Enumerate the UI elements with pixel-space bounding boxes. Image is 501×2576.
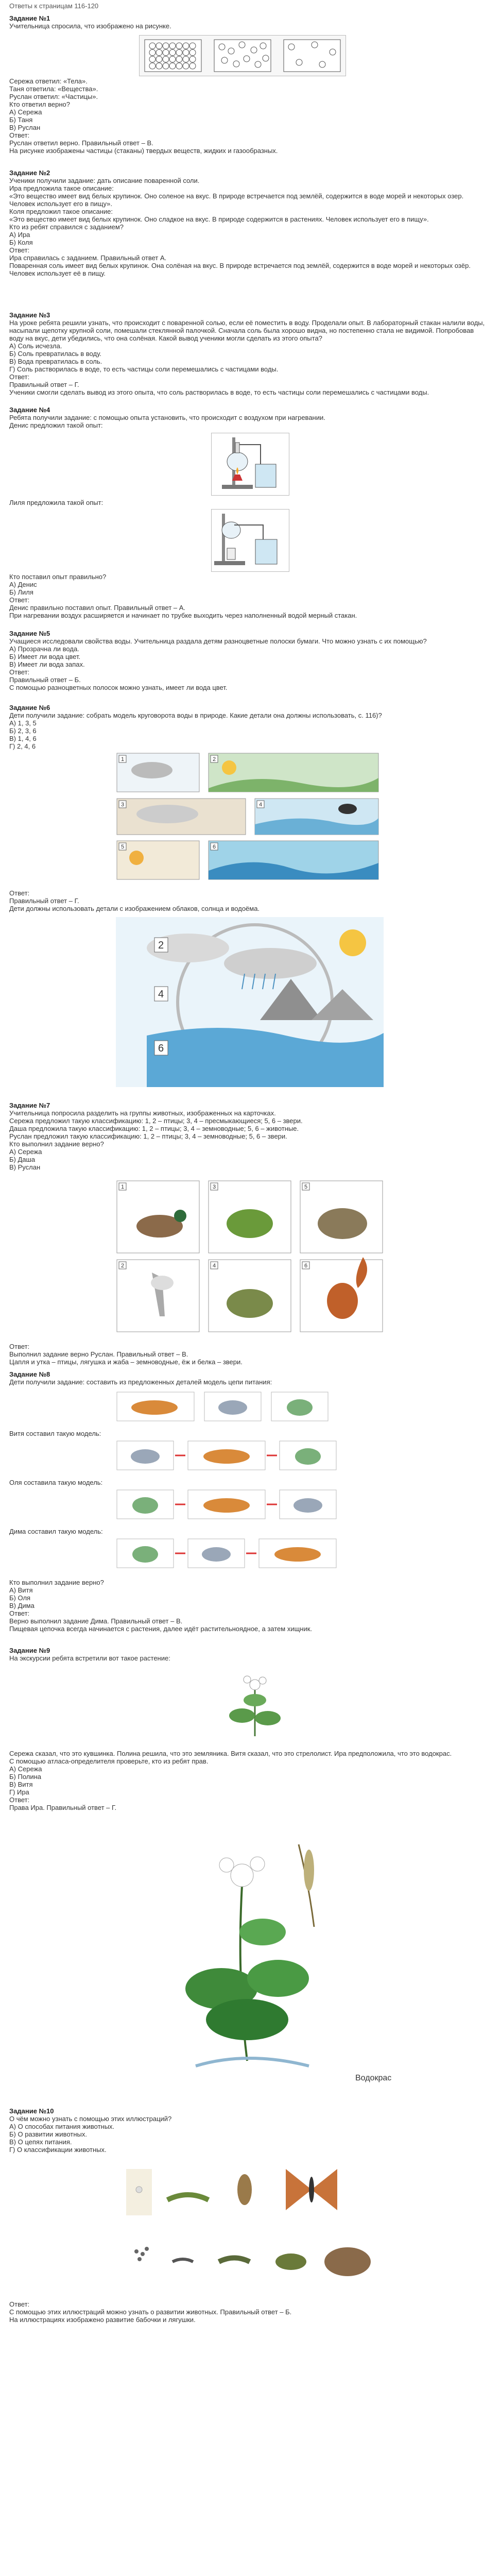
frog-development-figure [116, 2226, 384, 2293]
task7-line: Даша предложила такую классификацию: 1, 2 – птицы; 3, 4 – земноводные; 5, 6 – животные. [9, 1125, 299, 1132]
task1-line: Учительница спросила, что изображено на рисунке. [9, 22, 171, 30]
task6-line: Правильный ответ – Г. [9, 897, 79, 905]
task7-line: В) Руслан [9, 1163, 41, 1171]
task7-line: А) Сережа [9, 1148, 42, 1156]
task5-line: Ответ: [9, 668, 30, 676]
animal-cards [116, 1180, 384, 1334]
task6-line: В) 1, 4, 6 [9, 735, 37, 742]
task4-line: Ребята получили задание: с помощью опыта установить, что происходит с воздухом при нагревании. [9, 414, 325, 421]
task6-answer [9, 889, 488, 912]
task9-line: Сережа сказал, что это кувшинка. Полина решила, что это земляника. Витя сказал, что это стрелолист. Ира предположила, что это водокрас. [9, 1750, 452, 1757]
task8-line: Дети получили задание: составить из предложенных деталей модель цепи питания: [9, 1378, 272, 1386]
task7-answer [9, 1343, 488, 1366]
task10-line: Б) О развитии животных. [9, 2130, 87, 2138]
task5-line: В) Имеет ли вода запах. [9, 660, 85, 668]
task5-line: А) Прозрачна ли вода. [9, 645, 79, 653]
task10-line: А) О способах питания животных. [9, 2123, 115, 2130]
task6-line: Дети получили задание: собрать модель круговорота воды в природе. Какие детали она должны использовать, с. 116)? [9, 711, 382, 719]
dima-chain [116, 1538, 363, 1569]
denis-experiment-figure [211, 433, 289, 496]
vitya-caption: Витя составил такую модель: [9, 1430, 101, 1437]
task1-line: В) Руслан [9, 124, 41, 131]
task5-line: Учащиеся исследовали свойства воды. Учительница раздала детям разноцветные полоски бумаги. Что можно узнать с их помощью? [9, 637, 427, 645]
task3-line: Ученики смогли сделать вывод из этого опыта, что соль растворилась в воде, то есть частицы соли перемешались с частицами воды. [9, 388, 429, 396]
task1-heading-block [9, 14, 488, 30]
task3-block [9, 311, 488, 396]
task9-block [9, 1647, 488, 1662]
card-number-4: 4 [213, 1263, 216, 1269]
task2-block [9, 169, 488, 277]
task3-line: А) Соль исчезла. [9, 342, 62, 350]
cycle-number-4: 4 [158, 989, 164, 1000]
task1-line: Руслан ответил верно. Правильный ответ – В. [9, 139, 153, 147]
task6-block [9, 704, 488, 750]
task3-line: На уроке ребята решили узнать, что происходит с поваренной солью, если её поместить в воду. Проделали опыт. В лабораторный стакан налили воды, насыпали щепотку крупной соли, помешали стеклянной палочкой. Сначала соль была хорошо видна, но постепенно стала не видимой. Попробовав воду на вкус, дети убедились, что она солёная. Какой вывод ученики могли сделать из этого опыта? [9, 319, 487, 342]
task10-line: В) О цепях питания. [9, 2138, 72, 2146]
task10-line: С помощью этих иллюстраций можно узнать о развитии животных. Правильный ответ – Б. [9, 2308, 292, 2316]
task3-line: Г) Соль растворилась в воде, то есть частицы соли перемешались с частицами воды. [9, 365, 279, 373]
tile-number-4: 4 [259, 802, 263, 808]
olya-chain [116, 1489, 363, 1520]
task4-line: Денис предложил такой опыт: [9, 421, 103, 429]
water-cycle-diagram [116, 917, 384, 1087]
task1-line: Руслан ответил: «Частицы». [9, 93, 98, 100]
task9-line: Г) Ира [9, 1788, 29, 1796]
task9-line: Б) Полина [9, 1773, 42, 1781]
task6-line: Дети должны использовать детали с изображением облаков, солнца и водоёма. [9, 905, 260, 912]
task7-line: Б) Даша [9, 1156, 36, 1163]
task7-line: Выполнил задание верно Руслан. Правильный ответ – В. [9, 1350, 188, 1358]
tile-number-2: 2 [213, 756, 216, 762]
task10-line: Ответ: [9, 2300, 30, 2308]
task9-line: С помощью атласа-определителя проверьте, кто из ребят прав. [9, 1757, 209, 1765]
task5-line: С помощью разноцветных полосок можно узнать, имеет ли вода цвет. [9, 684, 228, 691]
task2-line: Коля предложил такое описание: [9, 208, 113, 215]
card-number-6: 6 [304, 1263, 308, 1269]
task4-line: Ответ: [9, 596, 30, 604]
task8-line: Б) Оля [9, 1594, 31, 1602]
lilia-experiment-figure [211, 509, 289, 572]
task3-line: Ответ: [9, 373, 30, 381]
task1-body [9, 77, 488, 155]
task4-line: Денис правильно поставил опыт. Правильный ответ – А. [9, 604, 186, 612]
task9-line: Права Ира. Правильный ответ – Г. [9, 1804, 117, 1811]
task7-heading: Задание №7 [9, 1101, 50, 1109]
page-title: Ответы к страницам 116-120 [9, 2, 99, 10]
water-cycle-tiles [116, 752, 384, 881]
task9-line: В) Витя [9, 1781, 33, 1788]
task9-line: На экскурсии ребята встретили вот такое растение: [9, 1654, 170, 1662]
task9-line: А) Сережа [9, 1765, 42, 1773]
particles-figure [139, 35, 346, 76]
task3-heading: Задание №3 [9, 311, 50, 319]
task9-heading: Задание №9 [9, 1647, 50, 1654]
task10-line: На иллюстрациях изображено развитие бабочки и лягушки. [9, 2316, 196, 2324]
task6-line: А) 1, 3, 5 [9, 719, 37, 727]
task8-line: В) Дима [9, 1602, 34, 1609]
tile-number-6: 6 [213, 844, 216, 850]
task2-line: А) Ира [9, 231, 30, 239]
task5-line: Правильный ответ – Б. [9, 676, 81, 684]
task7-line: Кто выполнил задание верно? [9, 1140, 104, 1148]
card-number-1: 1 [121, 1184, 125, 1190]
task7-block [9, 1101, 488, 1171]
task1-line: Кто ответил верно? [9, 100, 70, 108]
task9-body [9, 1750, 488, 1811]
task2-line: «Это вещество имеет вид белых крупинок. Оно соленое на вкус. В природе встречается под землёй, содержится в воде морей и некоторых озер. Человек использует его в пищу». [9, 192, 465, 208]
task10-heading: Задание №10 [9, 2107, 54, 2115]
vitya-chain [116, 1440, 363, 1471]
task3-line: Б) Соль превратилась в воду. [9, 350, 101, 358]
olya-caption: Оля составила такую модель: [9, 1479, 103, 1486]
task2-line: Поваренная соль имеет вид белых крупинок. Она солёная на вкус. В природе встречается под землёй, содержится в воде морей и некоторых озёр. Человек использует её в пищу. [9, 262, 473, 277]
task7-line: Сережа предложил такую классификацию: 1, 2 – птицы; 3, 4 – пресмыкающиеся; 5, 6 – звери. [9, 1117, 303, 1125]
cycle-number-2: 2 [158, 940, 164, 951]
task6-line: Б) 2, 3, 6 [9, 727, 37, 735]
task4-body [9, 573, 488, 619]
task1-line: А) Сережа [9, 108, 42, 116]
task2-line: Ученики получили задание: дать описание поваренной соли. [9, 177, 200, 184]
card-number-3: 3 [213, 1184, 216, 1190]
task8-line: Пищевая цепочка всегда начинается с растения, далее идёт растительноядное, а затем хищник. [9, 1625, 313, 1633]
task6-line: Ответ: [9, 889, 30, 897]
task7-line: Ответ: [9, 1343, 30, 1350]
task2-line: Кто из ребят справился с заданием? [9, 223, 124, 231]
task2-line: Ира предложила такое описание: [9, 184, 114, 192]
task5-block [9, 630, 488, 691]
task10-line: О чём можно узнать с помощью этих иллюстраций? [9, 2115, 172, 2123]
task8-line: Кто выполнил задание верно? [9, 1579, 104, 1586]
plant-small-figure [219, 1669, 291, 1741]
cycle-number-6: 6 [158, 1043, 164, 1054]
task1-line: На рисунке изображены частицы (стаканы) твердых веществ, жидких и газообразных. [9, 147, 278, 155]
food-chain-parts [116, 1391, 363, 1422]
task1-line: Ответ: [9, 131, 30, 139]
task5-heading: Задание №5 [9, 630, 50, 637]
dima-caption: Дима составил такую модель: [9, 1528, 103, 1535]
task4-block [9, 406, 488, 429]
task4-line: А) Денис [9, 581, 37, 588]
task1-line: Сережа ответил: «Тела». [9, 77, 88, 85]
task2-line: Б) Коля [9, 239, 33, 246]
tile-number-5: 5 [121, 844, 125, 850]
task8-line: Ответ: [9, 1609, 30, 1617]
task8-answer [9, 1579, 488, 1633]
task6-line: Г) 2, 4, 6 [9, 742, 36, 750]
task10-line: Г) О классификации животных. [9, 2146, 107, 2154]
task4-line: Кто поставил опыт правильно? [9, 573, 107, 581]
task7-line: Руслан предложил такую классификацию: 1, 2 – птицы; 3, 4 – земноводные; 5, 6 – звери. [9, 1132, 287, 1140]
task5-line: Б) Имеет ли вода цвет. [9, 653, 81, 660]
card-number-5: 5 [304, 1184, 308, 1190]
task2-line: «Это вещество имеет вид белых крупинок. Оно сладкое на вкус. В природе содержится в растениях. Человек использует его в пищу». [9, 215, 429, 223]
task8-line: А) Витя [9, 1586, 33, 1594]
vodokras-caption: Водокрас [355, 2074, 392, 2082]
task2-heading: Задание №2 [9, 169, 50, 177]
task4-heading: Задание №4 [9, 406, 50, 414]
task3-line: В) Вода превратилась в соль. [9, 358, 102, 365]
task10-answer [9, 2300, 488, 2324]
task8-heading: Задание №8 [9, 1370, 50, 1378]
butterfly-development-figure [116, 2159, 384, 2221]
lilia-caption: Лиля предложила такой опыт: [9, 499, 103, 506]
tile-number-1: 1 [121, 756, 125, 762]
task7-line: Цапля и утка – птицы, лягушка и жаба – земноводные, ёж и белка – звери. [9, 1358, 243, 1366]
task8-line: Верно выполнил задание Дима. Правильный ответ – В. [9, 1617, 183, 1625]
task1-line: Б) Таня [9, 116, 33, 124]
task6-heading: Задание №6 [9, 704, 50, 711]
task9-line: Ответ: [9, 1796, 30, 1804]
task2-line: Ира справилась с заданием. Правильный ответ А. [9, 254, 167, 262]
task3-line: Правильный ответ – Г. [9, 381, 79, 388]
task1-heading: Задание №1 [9, 14, 50, 22]
task7-line: Учительница попросила разделить на группы животных, изображенных на карточках. [9, 1109, 276, 1117]
task4-line: При нагревании воздух расширяется и начинает по трубке выходить через наполненный водой мерный стакан. [9, 612, 357, 619]
card-number-2: 2 [121, 1263, 125, 1269]
task2-line: Ответ: [9, 246, 30, 254]
vodokras-figure [144, 1824, 360, 2081]
task8-block [9, 1370, 488, 1386]
task4-line: Б) Лиля [9, 588, 33, 596]
task10-block [9, 2107, 488, 2154]
task1-line: Таня ответила: «Вещества». [9, 85, 98, 93]
tile-number-3: 3 [121, 802, 125, 808]
